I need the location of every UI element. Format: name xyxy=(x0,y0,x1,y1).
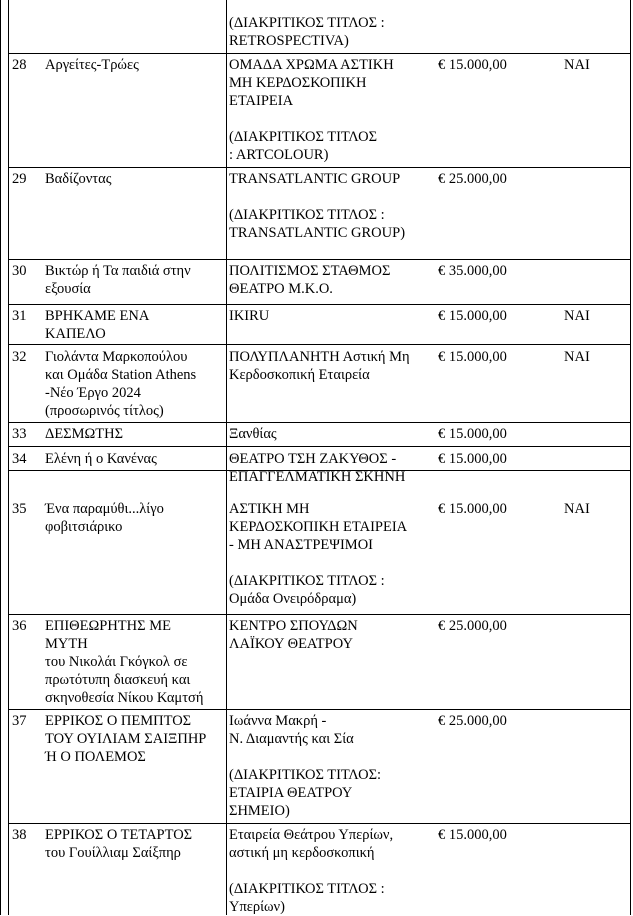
row-divider xyxy=(8,614,631,615)
grant-amount: € 15.000,00 xyxy=(438,349,507,365)
grant-amount: € 15.000,00 xyxy=(438,827,507,843)
organization-line: Ομάδα Ονειρόδραμα) xyxy=(229,591,357,607)
row-number: 28 xyxy=(12,57,27,73)
organization-line: Υπερίων) xyxy=(229,899,285,915)
organization-line: ΠΟΛΥΠΛΑΝΗΤΗ Αστική Μη xyxy=(229,349,410,365)
organization-line: ΛΑΪΚΟΥ ΘΕΑΤΡΟΥ xyxy=(229,636,353,652)
work-title-line: ΒΡΗΚΑΜΕ ΕΝΑ xyxy=(45,308,150,324)
work-title-line: του Νικολάι Γκόγκολ σε xyxy=(45,654,188,670)
work-title-line: ΤΟΥ ΟΥΙΛΙΑΜ ΣΑΙΞΠΗΡ xyxy=(45,731,207,747)
organization-line: ΕΤΑΙΡΙΑ ΘΕΑΤΡΟΥ xyxy=(229,785,353,801)
work-title-line: του Γουίλλιαμ Σαίξπηρ xyxy=(45,845,181,861)
work-title-line: ΕΡΡΙΚΟΣ Ο ΤΕΤΑΡΤΟΣ xyxy=(45,827,193,843)
organization-line: TRANSATLANTIC GROUP) xyxy=(229,225,406,241)
organization-line: Εταιρεία Θεάτρου Υπερίων, xyxy=(229,827,394,843)
row-divider xyxy=(8,422,631,423)
organization-line: ΚΕΡΔΟΣΚΟΠΙΚΗ ΕΤΑΙΡΕΙΑ xyxy=(229,519,408,535)
organization-line: (ΔΙΑΚΡΙΤΙΚΟΣ ΤΙΤΛΟΣ : xyxy=(229,573,385,589)
eligibility-flag: ΝΑΙ xyxy=(564,57,590,73)
organization-line: Ιωάννα Μακρή - xyxy=(229,713,327,729)
row-number: 36 xyxy=(12,618,27,634)
row-number: 31 xyxy=(12,308,27,324)
work-title-line: Βαδίζοντας xyxy=(45,171,112,187)
row-number: 38 xyxy=(12,827,27,843)
organization-line: ΜΗ ΚΕΡΔΟΣΚΟΠΙΚΗ xyxy=(229,75,367,91)
grant-amount: € 25.000,00 xyxy=(438,713,507,729)
row-number: 29 xyxy=(12,171,27,187)
work-title-line: εξουσία xyxy=(45,281,91,297)
row-number: 33 xyxy=(12,426,27,442)
work-title-line: Γιολάντα Μαρκοπούλου xyxy=(45,349,188,365)
organization-line: IKIRU xyxy=(229,308,270,324)
work-title-line: ΜΥΤΗ xyxy=(45,636,88,652)
organization-line: Κερδοσκοπική Εταιρεία xyxy=(229,367,370,383)
organization-line: ΣΗΜΕΙΟ) xyxy=(229,803,290,819)
grant-amount: € 25.000,00 xyxy=(438,618,507,634)
organization-line: ΟΜΑΔΑ ΧΡΩΜΑ ΑΣΤΙΚΗ xyxy=(229,57,394,73)
organization-line: ΠΟΛΙΤΙΣΜΟΣ ΣΤΑΘΜΟΣ xyxy=(229,263,391,279)
work-title-line: ΕΠΙΘΕΩΡΗΤΗΣ ΜΕ xyxy=(45,618,171,634)
organization-line: ΕΠΑΓΓΕΛΜΑΤΙΚΗ ΣΚΗΝΗ xyxy=(229,469,406,485)
work-title-line: Ελένη ή ο Κανένας xyxy=(45,451,157,467)
organization-line: (ΔΙΑΚΡΙΤΙΚΟΣ ΤΙΤΛΟΣ : xyxy=(229,207,385,223)
column-divider xyxy=(226,0,227,915)
work-title-line: -Νέο Έργο 2024 xyxy=(45,385,141,401)
organization-line: ΘΕΑΤΡΟ Μ.Κ.Ο. xyxy=(229,281,333,297)
grant-amount: € 15.000,00 xyxy=(438,451,507,467)
row-divider xyxy=(8,344,631,345)
organization-line: TRANSATLANTIC GROUP xyxy=(229,171,401,187)
eligibility-flag: ΝΑΙ xyxy=(564,501,590,517)
work-title-line: φοβιτσιάρικο xyxy=(45,519,123,535)
work-title-line: σκηνοθεσία Νίκου Καμτσή xyxy=(45,690,204,706)
grant-amount: € 15.000,00 xyxy=(438,426,507,442)
row-number: 32 xyxy=(12,349,27,365)
work-title-line: πρωτότυπη διασκευή και xyxy=(45,672,191,688)
grant-amount: € 15.000,00 xyxy=(438,501,507,517)
row-number: 37 xyxy=(12,713,27,729)
grant-amount: € 15.000,00 xyxy=(438,57,507,73)
organization-line: RETROSPECTIVA) xyxy=(229,33,349,49)
row-divider xyxy=(8,167,631,168)
organization-line: ΘΕΑΤΡΟ ΤΣΗ ΖΑΚΥΘΟΣ - xyxy=(229,451,397,467)
row-divider xyxy=(8,304,631,305)
row-number: 30 xyxy=(12,263,27,279)
organization-line: : ARTCOLOUR) xyxy=(229,147,329,163)
work-title-line: Ένα παραμύθι...λίγο xyxy=(45,501,164,517)
row-divider xyxy=(8,709,631,710)
work-title-line: και Ομάδα Station Athens xyxy=(45,367,197,383)
eligibility-flag: ΝΑΙ xyxy=(564,308,590,324)
column-divider xyxy=(8,0,9,915)
work-title-line: Αργείτες-Τρώες xyxy=(45,57,139,73)
row-divider xyxy=(8,53,631,54)
organization-line: (ΔΙΑΚΡΙΤΙΚΟΣ ΤΙΤΛΟΣ : xyxy=(229,881,385,897)
grant-amount: € 25.000,00 xyxy=(438,171,507,187)
work-title-line: (προσωρινός τίτλος) xyxy=(45,403,164,419)
organization-line: αστική μη κερδοσκοπική xyxy=(229,845,375,861)
organization-line: Ν. Διαμαντής και Σία xyxy=(229,731,354,747)
row-divider xyxy=(8,823,631,824)
organization-line: Ξανθίας xyxy=(229,426,277,442)
organization-line: ΚΕΝΤΡΟ ΣΠΟΥΔΩΝ xyxy=(229,618,358,634)
row-number: 34 xyxy=(12,451,27,467)
row-divider xyxy=(8,446,631,447)
row-number: 35 xyxy=(12,501,27,517)
organization-line: - ΜΗ ΑΝΑΣΤΡΕΨΙΜΟΙ xyxy=(229,537,373,553)
work-title-line: ΕΡΡΙΚΟΣ Ο ΠΕΜΠΤΟΣ xyxy=(45,713,192,729)
organization-line: (ΔΙΑΚΡΙΤΙΚΟΣ ΤΙΤΛΟΣ: xyxy=(229,767,382,783)
organization-line: (ΔΙΑΚΡΙΤΙΚΟΣ ΤΙΤΛΟΣ : xyxy=(229,15,385,31)
grant-amount: € 15.000,00 xyxy=(438,308,507,324)
eligibility-flag: ΝΑΙ xyxy=(564,349,590,365)
work-title-line: ΔΕΣΜΩΤΗΣ xyxy=(45,426,124,442)
organization-line: ΕΤΑΙΡΕΙΑ xyxy=(229,93,294,109)
row-divider xyxy=(8,259,631,260)
grant-amount: € 35.000,00 xyxy=(438,263,507,279)
work-title-line: Ή Ο ΠΟΛΕΜΟΣ xyxy=(45,749,146,765)
work-title-line: Βικτώρ ή Τα παιδιά στην xyxy=(45,263,191,279)
work-title-line: ΚΑΠΕΛΟ xyxy=(45,326,106,342)
organization-line: (ΔΙΑΚΡΙΤΙΚΟΣ ΤΙΤΛΟΣ xyxy=(229,129,378,145)
organization-line: ΑΣΤΙΚΗ ΜΗ xyxy=(229,501,310,517)
